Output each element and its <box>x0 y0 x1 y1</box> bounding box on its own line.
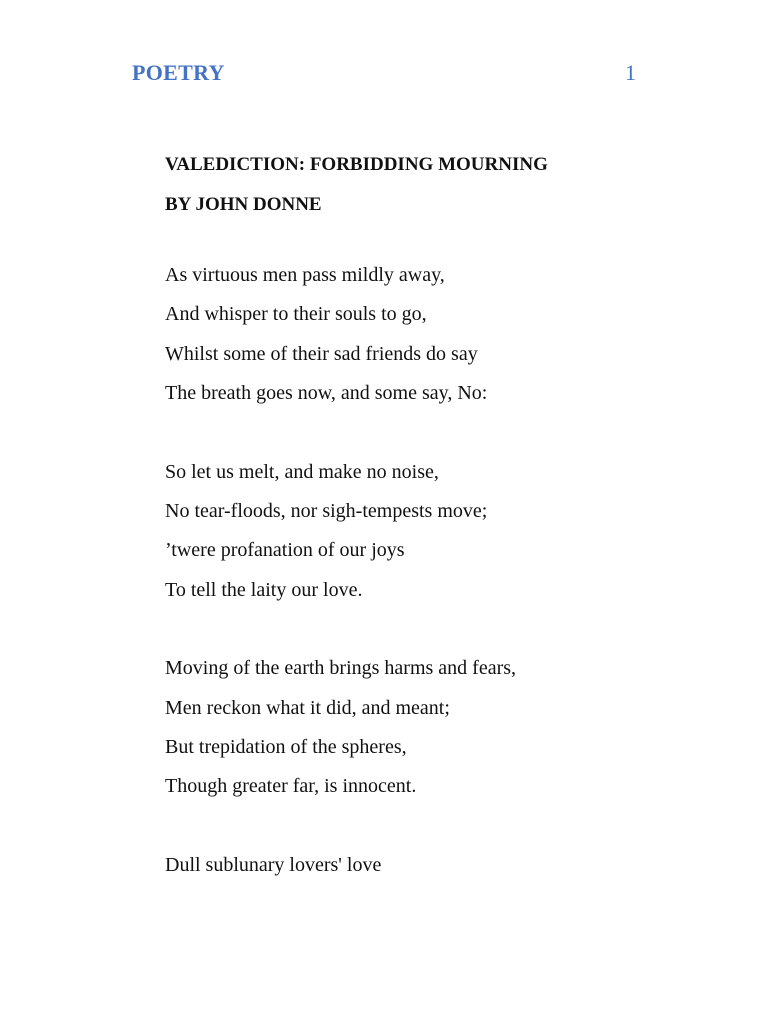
stanza <box>165 846 685 885</box>
poem-line: Whilst some of their sad friends do say <box>165 342 478 365</box>
page-number: 1 <box>625 60 636 85</box>
poem-line: And whisper to their souls to go, <box>165 303 427 326</box>
poem-title-block <box>165 145 685 225</box>
poem-line: But trepidation of the spheres, <box>165 735 407 758</box>
section-label: POETRY <box>132 60 225 85</box>
stanza <box>165 256 685 414</box>
stanza <box>165 453 685 611</box>
poem-line: So let us melt, and make no noise, <box>165 460 439 483</box>
poem-line: Though greater far, is innocent. <box>165 775 417 798</box>
poem-line: Moving of the earth brings harms and fears, <box>165 657 517 680</box>
poem-author: BY JOHN DONNE <box>165 194 322 215</box>
poem-line: As virtuous men pass mildly away, <box>165 264 445 286</box>
page-header <box>132 60 636 92</box>
poem-title: VALEDICTION: FORBIDDING MOURNING <box>165 154 548 175</box>
poem-line: ’twere profanation of our joys <box>165 539 405 562</box>
poem-line: The breath goes now, and some say, No: <box>165 382 488 405</box>
poem-line: To tell the laity our love. <box>165 578 363 601</box>
poem-line: Dull sublunary lovers' love <box>165 853 382 876</box>
poem-line: Men reckon what it did, and meant; <box>165 696 450 719</box>
poem-body <box>165 256 685 924</box>
poem-line: No tear-floods, nor sigh-tempests move; <box>165 499 488 522</box>
stanza <box>165 649 685 807</box>
